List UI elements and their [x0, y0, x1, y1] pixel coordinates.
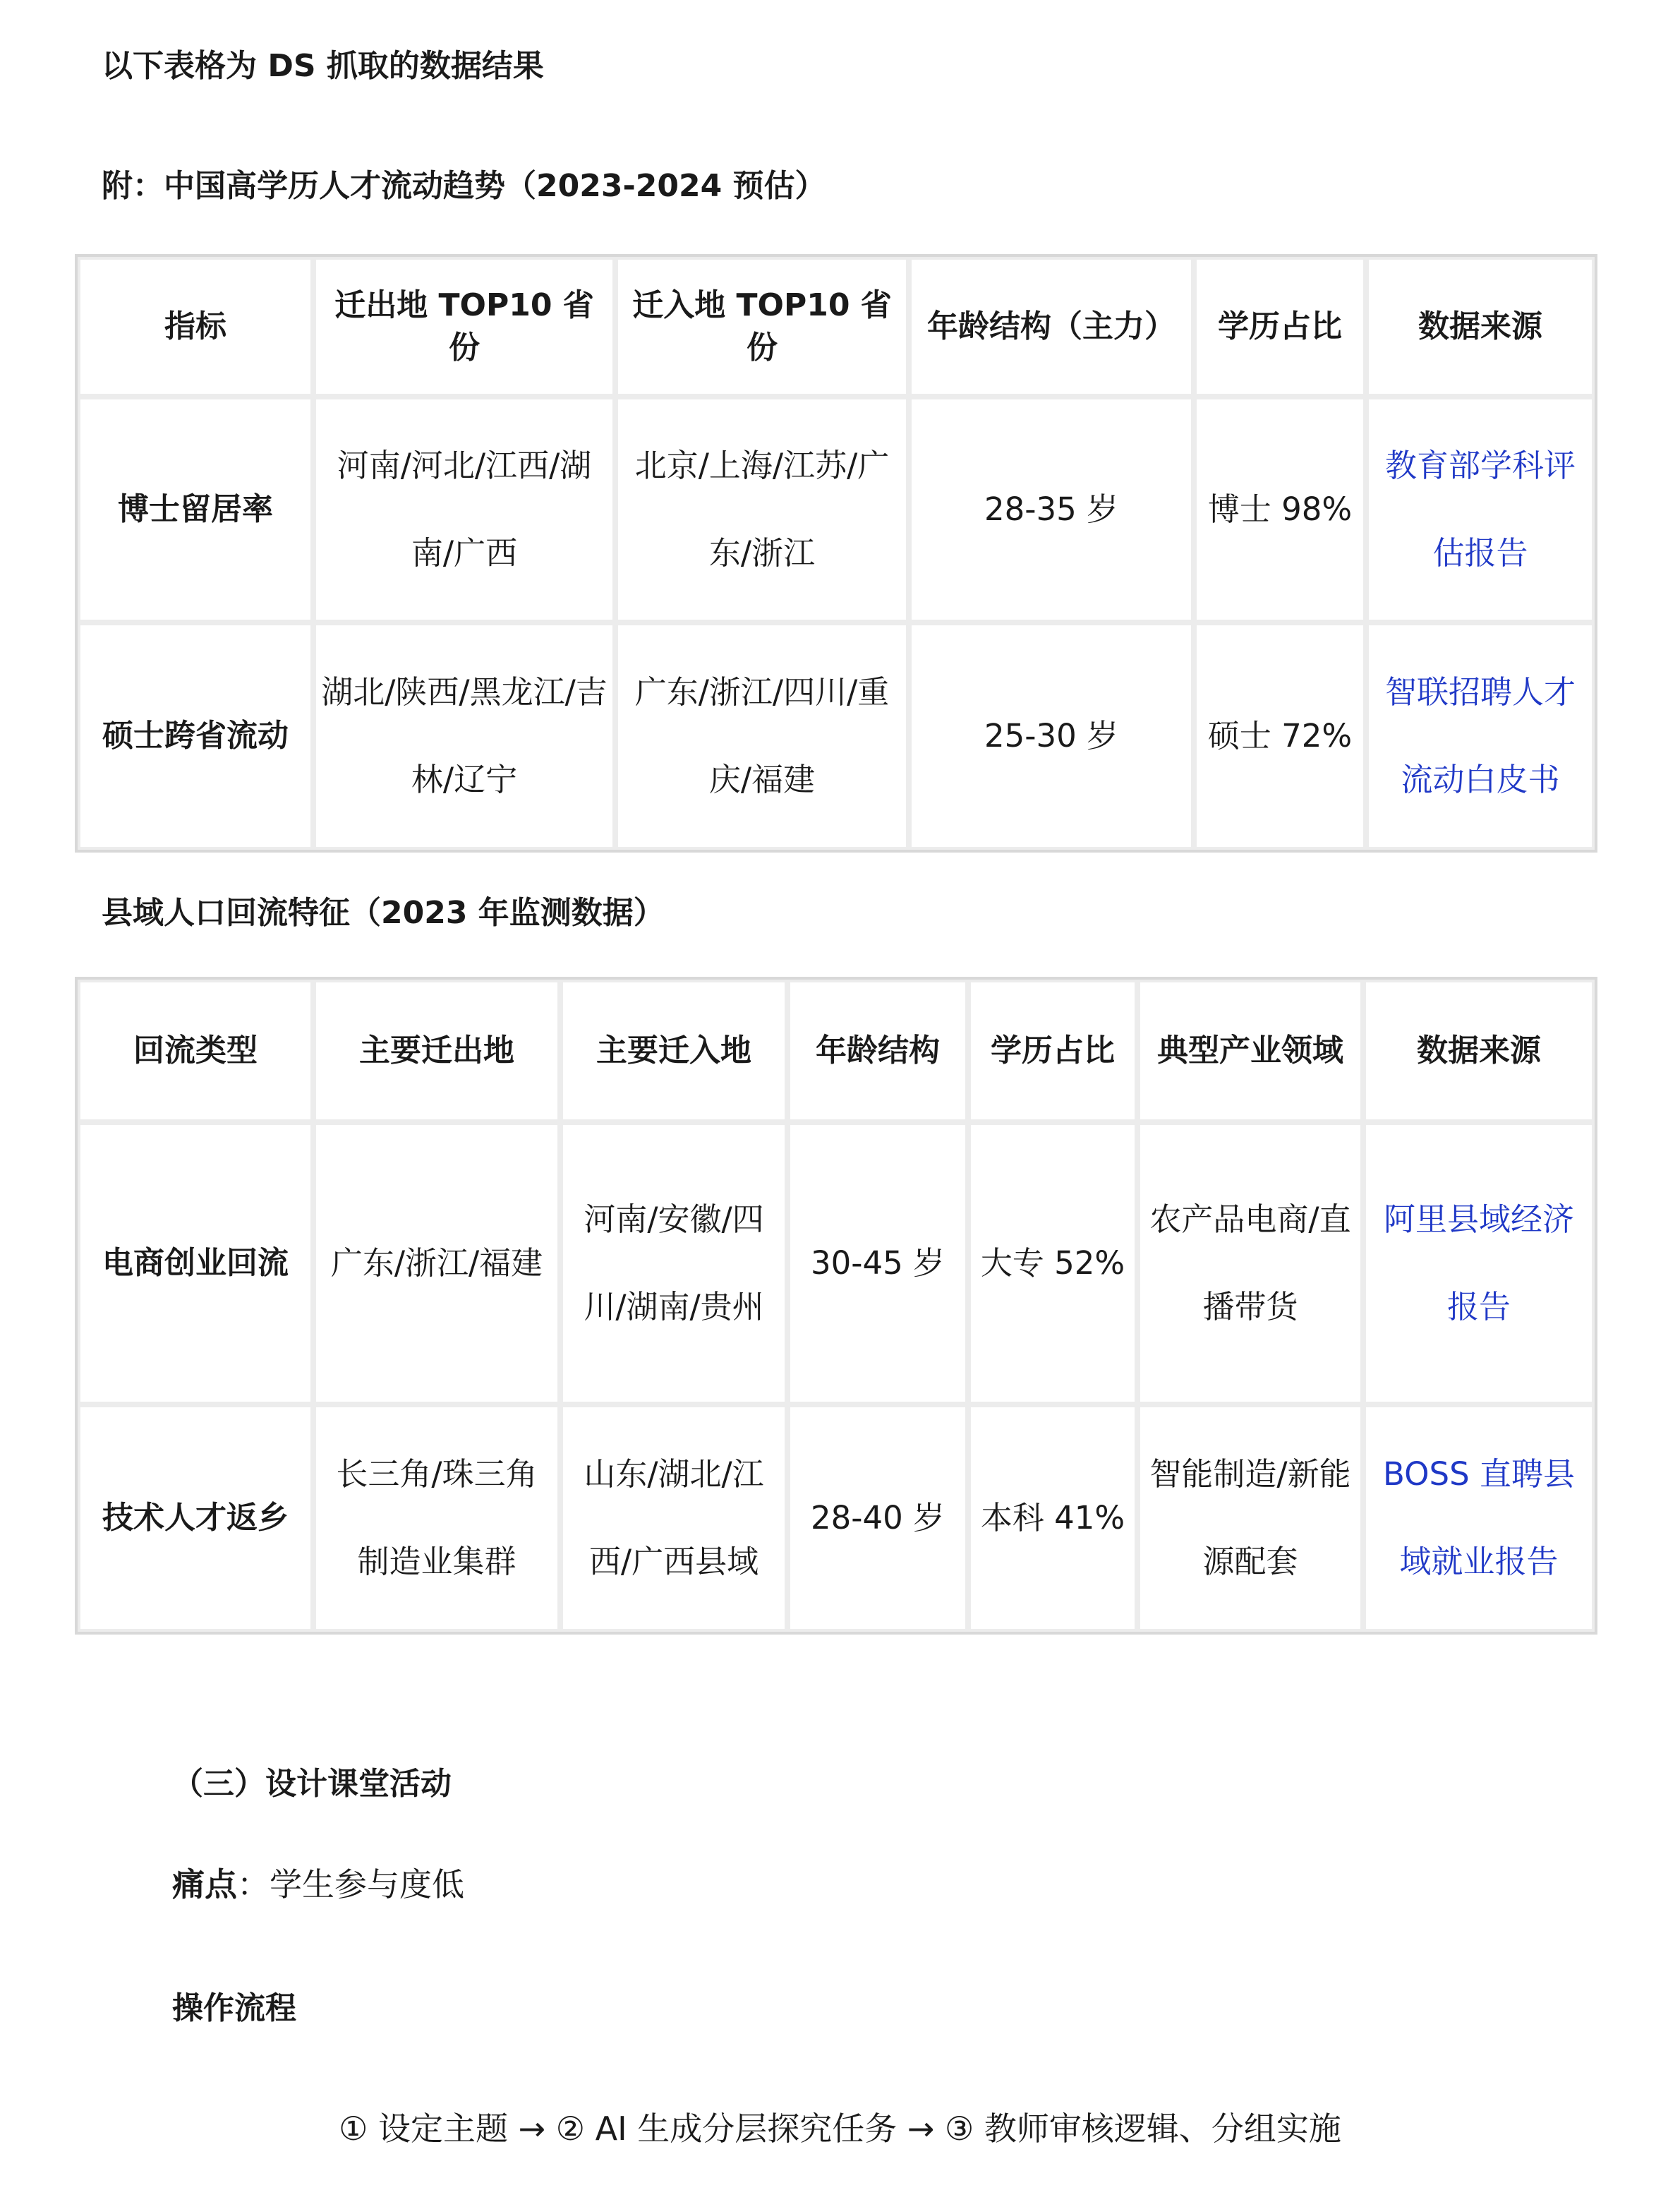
row-label: 电商创业回流: [78, 1122, 313, 1404]
source-link[interactable]: 教育部学科评估报告: [1366, 397, 1595, 622]
table-cell: 25-30 岁: [909, 622, 1194, 850]
column-header: 回流类型: [78, 980, 313, 1122]
table-row: [78, 397, 1595, 622]
column-header: 典型产业领域: [1137, 980, 1363, 1122]
process-title: 操作流程: [172, 1990, 296, 2026]
table-header-row: [78, 980, 1595, 1122]
source-link[interactable]: BOSS 直聘县域就业报告: [1363, 1404, 1595, 1632]
table-cell: 长三角/珠三角制造业集群: [313, 1404, 560, 1632]
table-header-row: [78, 257, 1595, 397]
column-header: 迁入地 TOP10 省份: [615, 257, 909, 397]
table-row: [78, 622, 1595, 850]
pain-point-line: [172, 1863, 464, 1906]
table-cell: 大专 52%: [968, 1122, 1137, 1404]
row-label: 硕士跨省流动: [78, 622, 313, 850]
column-header: 指标: [78, 257, 313, 397]
table-cell: 广东/浙江/福建: [313, 1122, 560, 1404]
table-cell: 河南/河北/江西/湖南/广西: [313, 397, 615, 622]
table-cell: 博士 98%: [1194, 397, 1366, 622]
table-row: [78, 1404, 1595, 1632]
table-cell: 30-45 岁: [787, 1122, 968, 1404]
table-cell: 农产品电商/直播带货: [1137, 1122, 1363, 1404]
section-title: 县域人口回流特征（2023 年监测数据）: [102, 895, 665, 931]
activity-title: （三）设计课堂活动: [172, 1766, 452, 1802]
intro-line: 以下表格为 DS 抓取的数据结果: [102, 48, 544, 84]
column-header: 迁出地 TOP10 省份: [313, 257, 615, 397]
table-cell: 河南/安徽/四川/湖南/贵州: [560, 1122, 787, 1404]
table-cell: 北京/上海/江苏/广东/浙江: [615, 397, 909, 622]
column-header: 数据来源: [1363, 980, 1595, 1122]
row-label: 技术人才返乡: [78, 1404, 313, 1632]
table-cell: 28-40 岁: [787, 1404, 968, 1632]
appendix-title: 附：中国高学历人才流动趋势（2023-2024 预估）: [102, 168, 826, 204]
column-header: 学历占比: [1194, 257, 1366, 397]
table-cell: 硕士 72%: [1194, 622, 1366, 850]
talent-flow-table: [75, 254, 1597, 853]
table-cell: 湖北/陕西/黑龙江/吉林/辽宁: [313, 622, 615, 850]
process-steps: ① 设定主题 → ② AI 生成分层探究任务 → ③ 教师审核逻辑、分组实施: [339, 2110, 1341, 2148]
column-header: 主要迁入地: [560, 980, 787, 1122]
column-header: 年龄结构: [787, 980, 968, 1122]
table-cell: 山东/湖北/江西/广西县域: [560, 1404, 787, 1632]
column-header: 数据来源: [1366, 257, 1595, 397]
pain-point-separator: ：: [237, 1865, 270, 1903]
column-header: 年龄结构（主力）: [909, 257, 1194, 397]
table-row: [78, 1122, 1595, 1404]
source-link[interactable]: 智联招聘人才流动白皮书: [1366, 622, 1595, 850]
column-header: 学历占比: [968, 980, 1137, 1122]
source-link[interactable]: 阿里县域经济报告: [1363, 1122, 1595, 1404]
county-return-table: [75, 977, 1597, 1635]
table-cell: 28-35 岁: [909, 397, 1194, 622]
table-cell: 广东/浙江/四川/重庆/福建: [615, 622, 909, 850]
pain-point-text: 学生参与度低: [270, 1865, 464, 1903]
column-header: 主要迁出地: [313, 980, 560, 1122]
pain-point-label: 痛点: [172, 1865, 237, 1903]
table-cell: 本科 41%: [968, 1404, 1137, 1632]
row-label: 博士留居率: [78, 397, 313, 622]
table-cell: 智能制造/新能源配套: [1137, 1404, 1363, 1632]
